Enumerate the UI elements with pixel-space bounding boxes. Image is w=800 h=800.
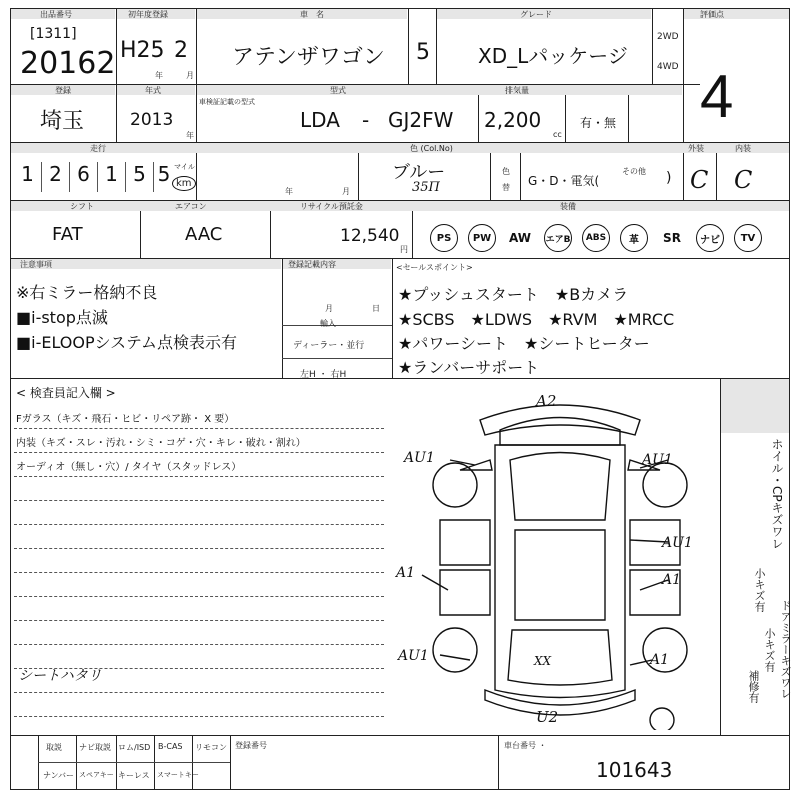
recycle-label: リサイクル預託金 xyxy=(300,202,363,211)
first-reg-era: H25 xyxy=(120,38,165,63)
grade: XD_Lパッケージ xyxy=(478,44,628,68)
handwritten-note: シートハタリ xyxy=(18,668,102,684)
side-note-2: 小キズ有 xyxy=(753,568,766,612)
mark-rear-right: A1 xyxy=(650,652,670,668)
exterior-label: 外装 xyxy=(688,144,704,153)
footer-chassis-label: 車台番号 ・ xyxy=(504,741,547,750)
mileage-unit-km: km xyxy=(172,176,196,191)
history-label: 登録記載内容 xyxy=(288,260,336,269)
type-sep: - xyxy=(362,108,370,132)
equip-ps: PS xyxy=(430,224,458,252)
equipment-label: 装備 xyxy=(560,202,576,211)
equip-tv: TV xyxy=(734,224,762,252)
sales-point-2: ★SCBS ★LDWS ★RVM ★MRCC xyxy=(398,310,675,329)
footer-rom: ロム/ISD xyxy=(118,743,151,752)
footer-bcas: B-CAS xyxy=(158,742,183,751)
interior-label: 内装 xyxy=(735,144,751,153)
lot-number-label: 出品番号 xyxy=(40,10,72,19)
mark-rear-center: XX xyxy=(534,654,552,668)
footer-reg-label: 登録番号 xyxy=(235,741,267,750)
sales-points-label: <セールスポイント> xyxy=(396,263,473,272)
grade-label: グレード xyxy=(520,10,552,19)
color-name: ブルー xyxy=(392,162,446,183)
footer-keyless: キーレス xyxy=(118,771,150,780)
footer-smart-key: スマートキー xyxy=(157,771,199,779)
inspector-line-1: Fガラス（キズ・飛石・ヒビ・リペア跡・ X 要） xyxy=(16,414,235,425)
model-year: 2013 xyxy=(130,110,174,130)
mark-right-side: A1 xyxy=(662,572,682,588)
door-count: 5 xyxy=(416,40,430,65)
footer-remote: リモコン xyxy=(195,743,227,752)
inspector-line-2: 内装（キズ・スレ・汚れ・シミ・コゲ・穴・キレ・破れ・割れ） xyxy=(16,438,306,449)
footer-navi-manual: ナビ取説 xyxy=(79,743,111,752)
model-year-label: 年式 xyxy=(145,86,161,95)
sales-point-1: ★プッシュスタート ★Bカメラ xyxy=(398,285,629,304)
exterior-grade: C xyxy=(690,166,709,194)
mark-rear: U2 xyxy=(536,708,559,726)
score-label: 評価点 xyxy=(700,10,724,19)
overall-score: 4 xyxy=(700,63,734,130)
type-note: 車検証記載の型式 xyxy=(199,98,255,106)
interior-grade: C xyxy=(734,166,753,194)
mileage-digits: 1 2 6 1 5 5 xyxy=(14,162,174,192)
mark-left-side: A1 xyxy=(396,565,416,581)
side-note-5: 補修有 xyxy=(747,670,760,703)
equip-airbag: エアB xyxy=(544,224,572,252)
inspector-notes-label: < 検査員記入欄 > xyxy=(16,386,116,400)
type-prefix: LDA xyxy=(300,108,340,132)
inspector-line-3: オーディオ（無し・穴）/ タイヤ（スタッドレス） xyxy=(16,462,242,473)
equip-aw: AW xyxy=(509,231,531,245)
mark-front: A2 xyxy=(536,392,557,410)
steering: 左H ・ 右H xyxy=(300,370,347,380)
drive-2wd: 2WD xyxy=(657,32,679,42)
displacement: 2,200 xyxy=(484,108,542,132)
recycle-fee: 12,540 xyxy=(340,226,400,246)
equip-pw: PW xyxy=(468,224,496,252)
note-3: ■i-ELOOPシステム点検表示有 xyxy=(16,333,238,352)
drive-4wd: 4WD xyxy=(657,62,679,72)
chassis-number: 101643 xyxy=(596,758,673,782)
region: 埼玉 xyxy=(40,109,85,134)
registration-label: 登録 xyxy=(55,86,71,95)
footer-plate: ナンバー xyxy=(43,771,75,780)
equip-navi: ナビ xyxy=(696,224,724,252)
car-name: アテンザワゴン xyxy=(232,45,385,70)
mileage-label: 走行 xyxy=(90,144,106,153)
displacement-label: 排気量 xyxy=(505,86,529,95)
mark-front-right: AU1 xyxy=(642,452,673,468)
note-2: ■i-stop点滅 xyxy=(16,308,108,327)
mark-rear-left: AU1 xyxy=(398,648,429,664)
footer-manual: 取説 xyxy=(46,743,62,752)
side-note-4: 小キズ有 xyxy=(763,628,776,672)
lot-bracket: [1311] xyxy=(30,26,77,42)
lot-number: 20162 xyxy=(20,46,116,81)
owner-type: ディーラー・並行 xyxy=(293,341,365,351)
shift-label: シフト xyxy=(70,202,94,211)
fuel-options: G・D・電気( xyxy=(528,174,600,188)
shift: FAT xyxy=(52,224,83,245)
notes-label: 注意事項 xyxy=(20,260,52,269)
footer-spare-key: スペアキー xyxy=(79,771,114,779)
equip-sr: SR xyxy=(663,231,681,245)
type-label: 型式 xyxy=(330,86,346,95)
turbo: 有・無 xyxy=(580,116,617,130)
side-note-1: ホイル・CPキズワレ xyxy=(770,438,784,550)
color-code: 35Π xyxy=(412,180,440,195)
note-1: ※右ミラー格納不良 xyxy=(16,283,158,302)
car-diagram xyxy=(400,390,720,730)
first-reg-label: 初年度登録 xyxy=(128,10,168,19)
first-reg-month: 2 xyxy=(174,38,188,63)
ac: AAC xyxy=(185,224,223,245)
type-code: GJ2FW xyxy=(388,108,454,132)
equip-leather: 革 xyxy=(620,224,648,252)
mark-front-left: AU1 xyxy=(404,450,435,466)
ac-label: エアコン xyxy=(175,202,207,211)
equip-abs: ABS xyxy=(582,224,610,252)
sales-point-4: ★ランバーサポート xyxy=(398,358,540,377)
color-label: 色 (Col.No) xyxy=(410,144,453,153)
side-note-3: ドアミラーキズワレ xyxy=(779,600,792,699)
mark-right-door: AU1 xyxy=(662,535,693,551)
car-name-label: 車 名 xyxy=(300,10,324,19)
sales-point-3: ★パワーシート ★シートヒーター xyxy=(398,334,650,353)
